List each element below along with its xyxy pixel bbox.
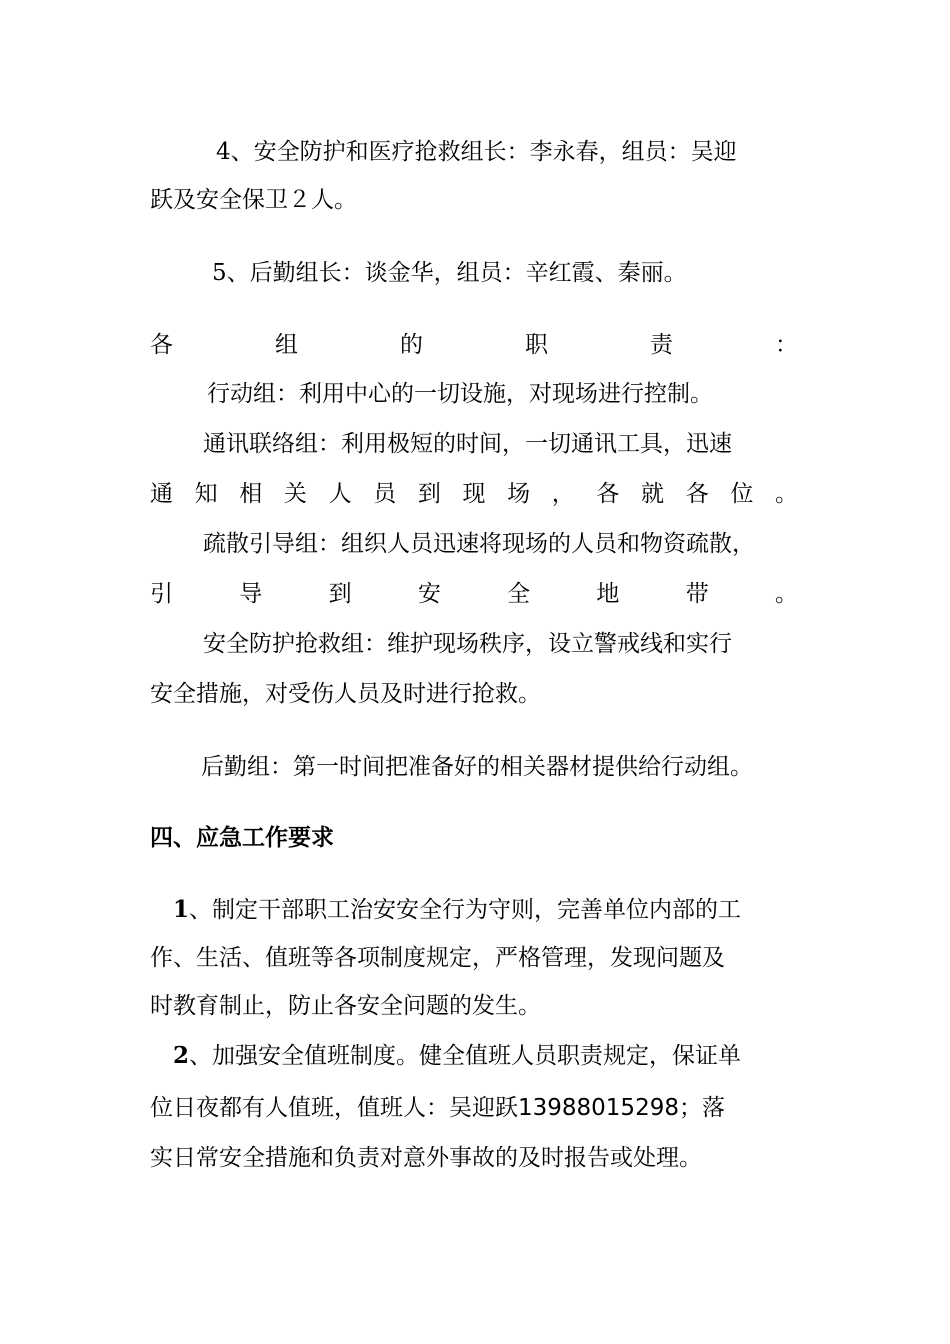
spread-char: 到 (328, 581, 352, 607)
requirement-2-line-1 (173, 1041, 741, 1071)
spread-char: 各 (596, 481, 620, 507)
duty-rescue-line-1: 安全防护抢救组：维护现场秩序，设立警戒线和实行 (203, 631, 732, 657)
duties-heading-char: ： (775, 332, 798, 358)
duties-heading-char: 的 (400, 332, 423, 358)
spread-char: ， (551, 481, 575, 507)
requirement-2-number: 2 (173, 1042, 190, 1069)
spread-char: 带 (685, 581, 709, 607)
org-item-5: 5、后勤组长：谈金华，组员：辛红霞、秦丽。 (212, 260, 687, 286)
spread-char: 到 (417, 481, 441, 507)
requirement-1-line-2: 作、生活、值班等各项制度规定，严格管理，发现问题及 (150, 945, 725, 971)
duties-heading-char: 职 (525, 332, 548, 358)
requirement-2-line-2 (150, 1093, 725, 1123)
duties-heading-char: 各 (150, 332, 173, 358)
duties-heading-char: 组 (275, 332, 298, 358)
requirement-2-text-post: ；落 (678, 1095, 725, 1121)
spread-char: 全 (507, 581, 531, 607)
org-item-4-line-1: 4、安全防护和医疗抢救组长：李永春，组员：吴迎 (216, 139, 737, 165)
duty-action: 行动组：利用中心的一切设施，对现场进行控制。 (207, 381, 713, 407)
spread-char: 。 (774, 481, 798, 507)
duties-heading (150, 330, 798, 360)
org-item-4-line-2: 跃及安全保卫２人。 (150, 187, 357, 213)
spread-char: 安 (417, 581, 441, 607)
duty-comm-line-2 (150, 479, 798, 509)
spread-char: 人 (328, 481, 352, 507)
requirement-1-text: 、制定干部职工治安安全行为守则，完善单位内部的工 (189, 897, 742, 923)
requirement-1-line-1 (173, 895, 741, 925)
spread-char: 员 (373, 481, 397, 507)
requirement-2-text-pre: 位日夜都有人值班，值班人：吴迎跃 (150, 1095, 518, 1121)
spread-char: 各 (685, 481, 709, 507)
section-title-requirements: 四、应急工作要求 (150, 825, 334, 851)
spread-char: 。 (774, 581, 798, 607)
duty-comm-line-1: 通讯联络组：利用极短的时间，一切通讯工具，迅速 (203, 431, 732, 457)
spread-char: 导 (239, 581, 263, 607)
spread-char: 引 (150, 581, 173, 607)
spread-char: 位 (730, 481, 754, 507)
requirement-1-number: 1 (173, 896, 190, 923)
spread-char: 地 (596, 581, 620, 607)
requirement-2-line-3: 实日常安全措施和负责对意外事故的及时报告或处理。 (150, 1145, 702, 1171)
spread-char: 就 (641, 481, 665, 507)
spread-char: 现 (462, 481, 486, 507)
duty-rescue-line-2: 安全措施，对受伤人员及时进行抢救。 (150, 681, 541, 707)
requirement-2-text: 、加强安全值班制度。健全值班人员职责规定，保证单 (189, 1043, 742, 1069)
duty-evac-line-2 (150, 579, 798, 609)
spread-char: 关 (283, 481, 307, 507)
duties-heading-char: 责 (650, 332, 673, 358)
duty-logistics: 后勤组：第一时间把准备好的相关器材提供给行动组。 (201, 754, 753, 780)
spread-char: 通 (150, 481, 173, 507)
duty-phone-number: 13988015298 (518, 1095, 679, 1121)
requirement-1-line-3: 时教育制止，防止各安全问题的发生。 (150, 993, 541, 1019)
duty-evac-line-1: 疏散引导组：组织人员迅速将现场的人员和物资疏散， (203, 531, 755, 557)
spread-char: 相 (239, 481, 263, 507)
spread-char: 知 (194, 481, 218, 507)
spread-char: 场 (507, 481, 531, 507)
